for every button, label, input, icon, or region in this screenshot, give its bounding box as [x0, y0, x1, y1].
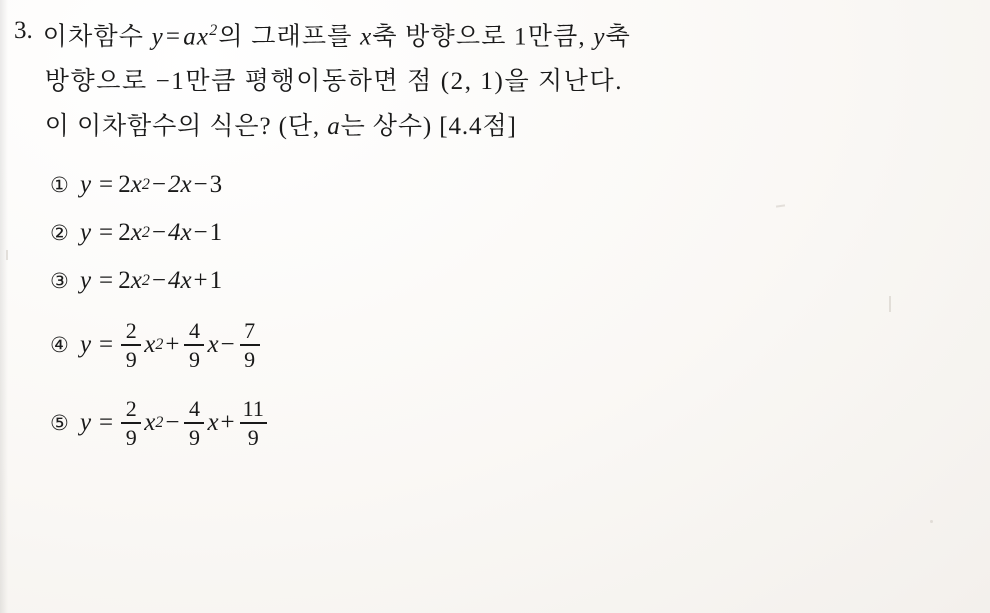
choice-4-fraction-2-numerator: 4 — [188, 318, 200, 344]
choice-4-lhs: y = — [80, 331, 115, 359]
choice-5-op-2: + — [220, 409, 235, 437]
choice-5-fraction-2 — [184, 397, 204, 449]
choice-1[interactable] — [50, 163, 980, 207]
choice-4-expression — [80, 319, 980, 371]
scan-artifact — [6, 250, 8, 260]
choice-4-fraction-3-denominator: 9 — [244, 347, 256, 373]
stem-line-3-prefix: 이 이차함수의 식은? (단, — [44, 113, 321, 141]
choice-1-op-2: − — [193, 171, 208, 199]
choice-3[interactable] — [50, 259, 980, 303]
choice-4-op-2: − — [220, 331, 235, 359]
choice-4-x-1: x — [144, 331, 156, 359]
choice-3-op-2: + — [193, 267, 208, 295]
choice-2-linear-term: 4x — [167, 219, 192, 247]
choice-1-coeff: 2 — [118, 171, 131, 199]
fraction-bar — [121, 344, 141, 346]
choice-1-x: x — [130, 171, 142, 199]
scan-artifact — [930, 520, 933, 523]
choice-4-op-1: + — [165, 331, 180, 359]
choice-4-marker: ④ — [50, 332, 69, 357]
choice-1-linear-term: 2x — [167, 171, 192, 199]
stem-line-1-mid: 의 그래프를 — [218, 23, 353, 51]
choice-5-exponent: 2 — [155, 414, 164, 432]
page-edge-shadow — [0, 0, 8, 613]
choice-4-fraction-2-denominator: 9 — [188, 347, 200, 373]
choice-2-op-2: − — [193, 219, 208, 247]
choice-5-lhs: y = — [80, 409, 115, 437]
fraction-bar — [240, 422, 267, 424]
choice-3-x: x — [130, 267, 142, 295]
choice-1-marker: ① — [50, 172, 69, 197]
choice-4-fraction-1-denominator: 9 — [125, 347, 137, 373]
fraction-bar — [184, 344, 204, 346]
stem-line-2: 방향으로 −1만큼 평행이동하면 점 (2, 1)을 지난다. — [44, 68, 624, 96]
choice-2-marker: ② — [50, 220, 69, 245]
choice-1-lhs: y = — [80, 171, 115, 199]
question-number: 3. — [14, 17, 33, 44]
choice-3-linear-term: 4x — [167, 267, 192, 295]
choice-4-fraction-1-numerator: 2 — [125, 318, 137, 344]
choice-4-fraction-3-numerator: 7 — [244, 318, 256, 344]
fraction-bar — [121, 422, 141, 424]
choice-2-exponent: 2 — [141, 224, 150, 242]
choice-3-constant: 1 — [209, 267, 223, 295]
choice-5-fraction-2-denominator: 9 — [188, 425, 200, 451]
choice-4-x-2: x — [207, 331, 219, 359]
choice-3-exponent: 2 — [141, 272, 150, 290]
stem-line-3-suffix: 는 상수) [4.4점] — [340, 113, 517, 141]
choice-4-exponent: 2 — [155, 336, 164, 354]
answer-choices — [14, 163, 980, 461]
stem-line-1-end: 축 — [605, 23, 631, 51]
stem-func-y: y — [151, 23, 164, 51]
choice-4-fraction-1 — [121, 319, 141, 371]
choice-5-op-1: − — [165, 409, 180, 437]
choice-5-x-1: x — [144, 409, 156, 437]
choice-2-op-1: − — [151, 219, 166, 247]
choice-5[interactable] — [50, 385, 980, 461]
choice-1-exponent: 2 — [141, 176, 150, 194]
choice-5-fraction-3-denominator: 9 — [247, 425, 259, 451]
stem-constant-a: a — [327, 113, 341, 141]
question-stem — [14, 8, 980, 149]
stem-axis-y: y — [593, 23, 606, 51]
choice-3-lhs: y = — [80, 267, 115, 295]
choice-1-expression — [80, 171, 980, 199]
choice-3-coeff: 2 — [118, 267, 131, 295]
choice-5-fraction-3-numerator: 11 — [242, 396, 264, 422]
fraction-bar — [184, 422, 204, 424]
choice-2-expression — [80, 219, 980, 247]
choice-2-lhs: y = — [80, 219, 115, 247]
question-text — [43, 8, 980, 149]
stem-func-coefficient-a: a — [183, 23, 197, 51]
choice-4[interactable] — [50, 307, 980, 383]
choice-5-x-2: x — [207, 409, 219, 437]
stem-line-1 — [43, 8, 980, 59]
problem-block — [14, 8, 980, 463]
choice-2-x: x — [130, 219, 142, 247]
fraction-bar — [240, 344, 260, 346]
choice-2-coeff: 2 — [118, 219, 131, 247]
stem-axis-x: x — [360, 23, 373, 51]
choice-5-fraction-1-denominator: 9 — [125, 425, 137, 451]
choice-1-constant: 3 — [209, 171, 223, 199]
choice-2[interactable] — [50, 211, 980, 255]
choice-3-expression — [80, 267, 980, 295]
stem-line-1-prefix: 이차함수 — [42, 23, 145, 51]
choice-5-fraction-1-numerator: 2 — [125, 396, 137, 422]
choice-4-fraction-3 — [240, 319, 260, 371]
choice-5-fraction-1 — [121, 397, 141, 449]
stem-func-exponent: 2 — [209, 22, 219, 39]
choice-2-constant: 1 — [209, 219, 223, 247]
choice-5-fraction-3 — [240, 397, 267, 449]
choice-5-fraction-2-numerator: 4 — [188, 396, 200, 422]
choice-4-fraction-2 — [184, 319, 204, 371]
choice-5-expression — [80, 397, 980, 449]
stem-line-3 — [43, 104, 980, 149]
stem-line-1-post: 축 방향으로 1만큼, — [372, 23, 586, 51]
stem-func-equals: = — [165, 23, 182, 51]
choice-3-op-1: − — [151, 267, 166, 295]
stem-func-x: x — [196, 23, 210, 51]
choice-1-op-1: − — [151, 171, 166, 199]
choice-5-marker: ⑤ — [50, 410, 69, 435]
choice-3-marker: ③ — [50, 268, 69, 293]
